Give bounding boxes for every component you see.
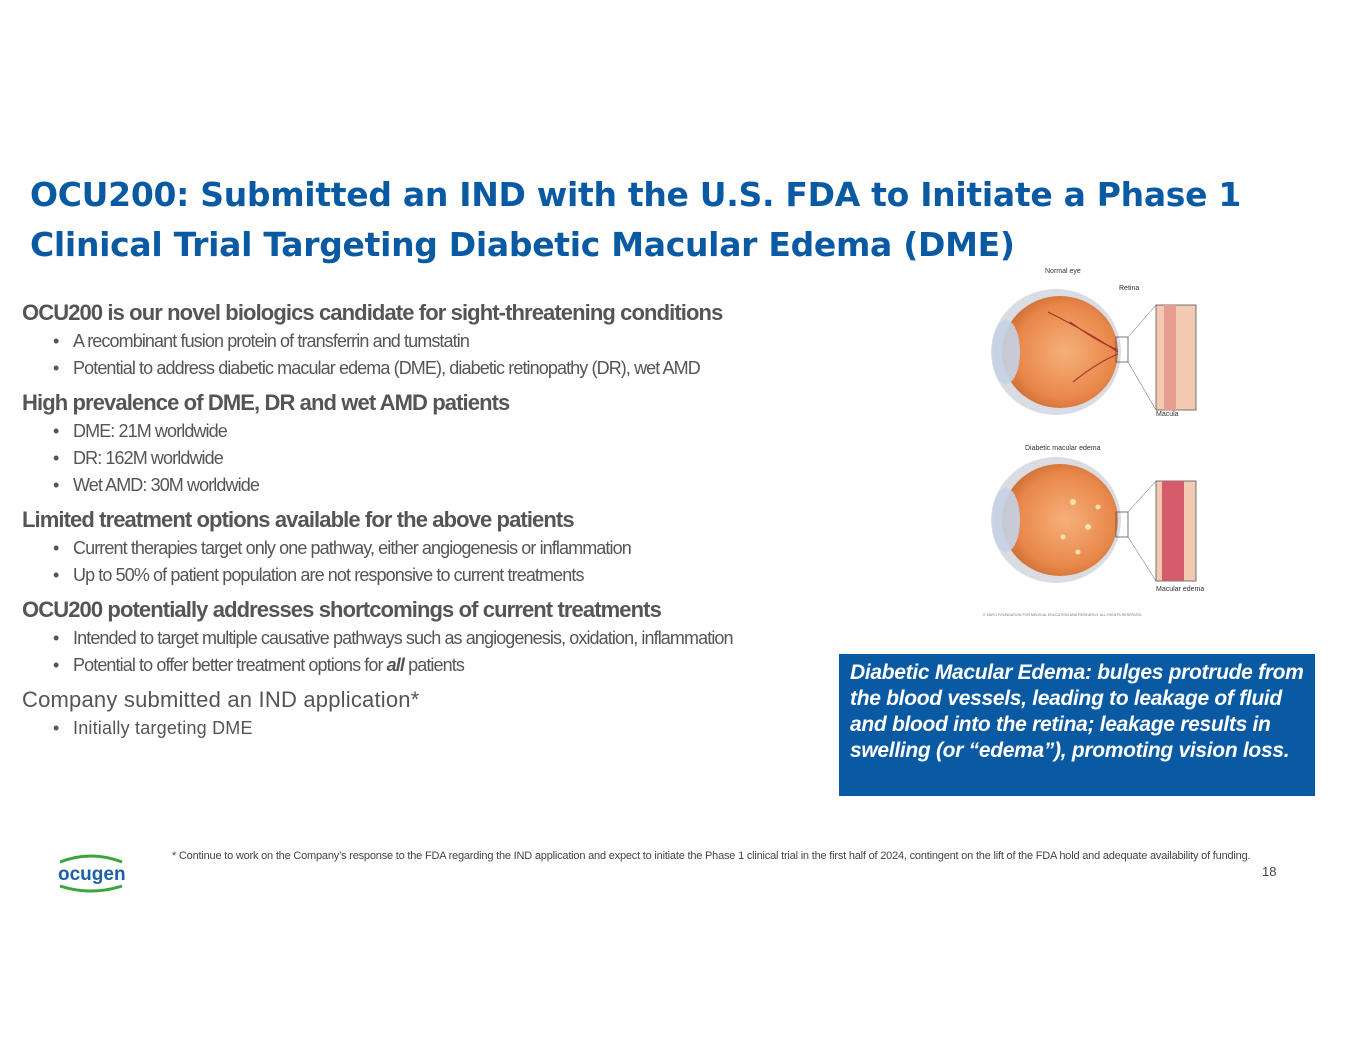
bullet-text: patients	[404, 655, 464, 675]
section-prevalence	[22, 388, 822, 499]
title-line-2: Clinical Trial Targeting Diabetic Macular Edema (DME)	[30, 225, 1015, 264]
macular-edema-label: Macular edema	[1156, 586, 1205, 593]
dme-label: Diabetic macular edema	[1025, 445, 1101, 452]
bullet-item: • Current therapies target only one pathway, either angiogenesis or inflammation	[22, 535, 822, 562]
normal-eye	[991, 289, 1128, 415]
bullet-item: • Intended to target multiple causative pathways such as angiogenesis, oxidation, inflammation	[22, 625, 822, 652]
bullet-item: • Up to 50% of patient population are not responsive to current treatments	[22, 562, 822, 589]
footnote: * Continue to work on the Company’s response to the FDA regarding the IND application and expect to initiate the Phase 1 clinical trial in the first half of 2024, contingent on the lift of the FDA hold and adequate availability of funding.	[172, 850, 1251, 862]
bullet-list	[22, 625, 822, 679]
copyright-text: © MAYO FOUNDATION FOR MEDICAL EDUCATION AND RESEARCH. ALL RIGHTS RESERVED.	[983, 613, 1143, 617]
dme-eye	[991, 457, 1128, 583]
section-shortcomings	[22, 595, 822, 679]
normal-eye-label: Normal eye	[1045, 268, 1081, 275]
normal-retina-inset	[1128, 305, 1196, 410]
macula-label: Macula	[1156, 411, 1179, 418]
bullet-item	[22, 652, 822, 679]
section-candidate	[22, 298, 822, 382]
slide-title	[30, 170, 1260, 270]
section-heading: Company submitted an IND application*	[22, 687, 420, 712]
bullet-item: • Initially targeting DME	[22, 715, 822, 742]
bullet-item: • Wet AMD: 30M worldwide	[22, 472, 822, 499]
bullet-list	[22, 715, 822, 742]
bullet-item: • A recombinant fusion protein of transferrin and tumstatin	[22, 328, 822, 355]
slide-body	[22, 298, 822, 748]
bullet-list	[22, 328, 822, 382]
dme-callout: Diabetic Macular Edema: bulges protrude from the blood vessels, leading to leakage of fluid and blood into the retina; leakage results in swelling (or “edema”), promoting vision loss.	[839, 654, 1315, 796]
bullet-item: • Potential to address diabetic macular edema (DME), diabetic retinopathy (DR), wet AMD	[22, 355, 822, 382]
section-heading: OCU200 is our novel biologics candidate for sight-threatening conditions	[22, 300, 723, 325]
logo-text: ocugen	[58, 864, 126, 885]
section-heading: High prevalence of DME, DR and wet AMD patients	[22, 390, 510, 415]
bullet-item: • DME: 21M worldwide	[22, 418, 822, 445]
section-heading: OCU200 potentially addresses shortcomings of current treatments	[22, 597, 661, 622]
page-number: 18	[1262, 864, 1277, 879]
ocugen-logo	[52, 852, 130, 894]
title-line-1: OCU200: Submitted an IND with the U.S. FDA to Initiate a Phase 1	[30, 175, 1242, 214]
bullet-item: • DR: 162M worldwide	[22, 445, 822, 472]
emphasis-text: all	[386, 655, 404, 675]
retina-label: Retina	[1119, 285, 1140, 292]
dme-retina-inset	[1128, 481, 1196, 581]
bullet-list	[22, 418, 822, 499]
bullet-list	[22, 535, 822, 589]
section-heading: Limited treatment options available for the above patients	[22, 507, 574, 532]
section-limited-options	[22, 505, 822, 589]
section-ind	[22, 685, 822, 742]
bullet-text: Potential to offer better treatment options for	[73, 655, 387, 675]
eye-illustration	[978, 262, 1205, 622]
